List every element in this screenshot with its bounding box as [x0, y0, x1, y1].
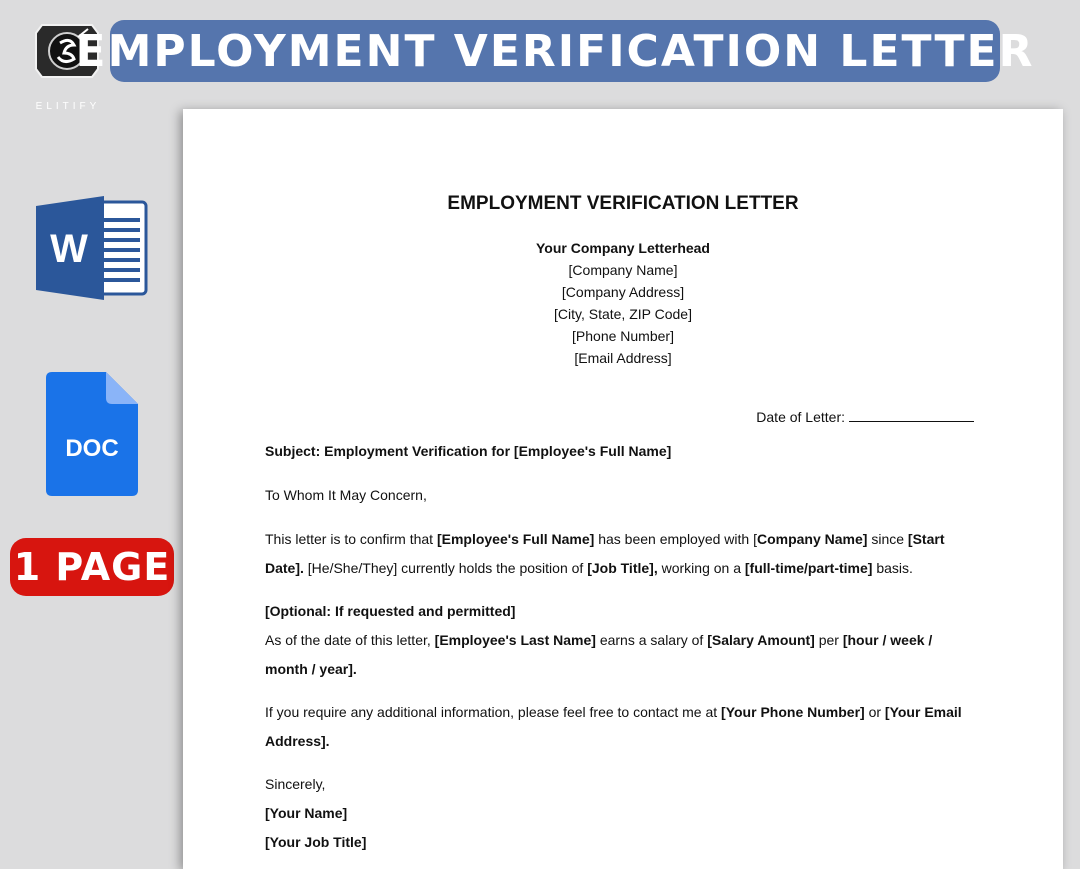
title-banner: [75, 20, 1035, 82]
p2-text-2: earns a salary of: [595, 632, 708, 648]
paragraph-contact: [265, 698, 975, 756]
p1-text-7: basis.: [872, 560, 913, 576]
logo-wordmark: ELITIFY: [35, 101, 101, 112]
p1-text-6: working on a: [657, 560, 745, 576]
word-icon-letter: W: [50, 227, 88, 271]
letterhead-block: [183, 237, 1063, 369]
document-page: [183, 109, 1063, 869]
p1-employment-type: [full-time/part-time]: [744, 560, 873, 576]
date-line: [756, 408, 974, 425]
subject-line: Subject: Employment Verification for [Employee's Full Name]: [265, 443, 672, 459]
p1-job-title: [Job Title],: [587, 560, 658, 576]
p1-text-5: currently holds the position of: [397, 560, 588, 576]
optional-heading: [Optional: If requested and permitted]: [265, 603, 516, 619]
doc-icon-label: DOC: [65, 435, 119, 462]
letterhead-company-name: [Company Name]: [568, 262, 678, 278]
document-title: EMPLOYMENT VERIFICATION LETTER: [447, 193, 799, 214]
p3-email-address: [Your Email Address].: [265, 704, 962, 749]
doc-file-icon: [46, 372, 138, 496]
signature-title: [Your Job Title]: [265, 834, 367, 850]
p2-salary-amount: [Salary Amount]: [707, 632, 815, 648]
p1-company-name: Company Name]: [756, 531, 868, 547]
p1-text-3: since: [867, 531, 908, 547]
paragraph-salary: [265, 626, 975, 684]
p2-text-1: As of the date of this letter,: [265, 632, 435, 648]
page-count-label: 1 PAGE: [13, 545, 171, 589]
p3-text-1: If you require any additional information, please feel free to contact me at: [265, 704, 722, 720]
letterhead-heading: Your Company Letterhead: [536, 240, 710, 256]
p3-text-2: or: [864, 704, 885, 720]
salutation: To Whom It May Concern,: [265, 487, 427, 503]
banner-title: EMPLOYMENT VERIFICATION LETTER: [75, 25, 1035, 77]
page-count-badge: [10, 538, 174, 596]
date-label: Date of Letter:: [756, 409, 845, 425]
p1-start-date: [Start Date].: [265, 531, 945, 576]
signature-name: [Your Name]: [265, 805, 348, 821]
paragraph-confirmation: [265, 525, 975, 583]
letterhead-company-address: [Company Address]: [561, 284, 685, 300]
word-icon: [36, 196, 148, 300]
p2-pay-period: [hour / week / month / year].: [265, 632, 933, 677]
letterhead-city-state-zip: [City, State, ZIP Code]: [554, 306, 692, 322]
p1-pronoun: [He/She/They]: [303, 560, 398, 576]
p1-employee-name: [Employee's Full Name]: [436, 531, 595, 547]
date-blank-line: [849, 408, 974, 422]
letterhead-email: [Email Address]: [574, 350, 672, 366]
p2-text-3: per: [814, 632, 843, 648]
p3-phone-number: [Your Phone Number]: [721, 704, 865, 720]
letterhead-phone: [Phone Number]: [572, 328, 674, 344]
p1-text-1: This letter is to confirm that: [265, 531, 437, 547]
p1-text-2: has been employed with [: [594, 531, 757, 547]
p2-employee-last-name: [Employee's Last Name]: [434, 632, 596, 648]
closing: Sincerely,: [265, 776, 326, 792]
